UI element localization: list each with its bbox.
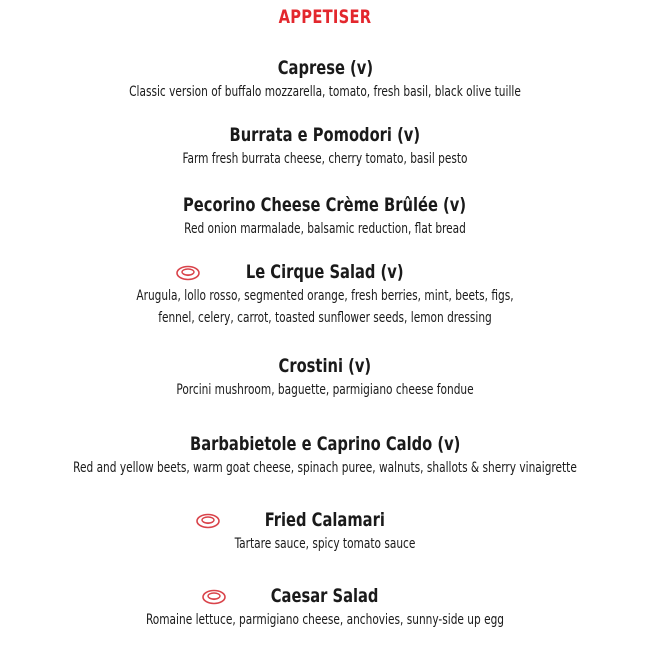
section-title: APPETISER (278, 6, 372, 28)
signature-dish-icon (176, 265, 200, 281)
menu-item-description: Red and yellow beets, warm goat cheese, spinach puree, walnuts, shallots & sherry vinaigrette (73, 460, 577, 476)
menu-item-description: Arugula, lollo rosso, segmented orange, fresh berries, mint, beets, figs, (136, 288, 514, 304)
menu-item-description: Red onion marmalade, balsamic reduction, flat bread (184, 221, 466, 237)
menu-item (0, 355, 650, 401)
menu-item-description: fennel, celery, carrot, toasted sunflower seeds, lemon dressing (158, 310, 492, 326)
menu-item (0, 194, 650, 240)
menu-item-name: Fried Calamari (264, 509, 386, 531)
menu-item-description: Farm fresh burrata cheese, cherry tomato, basil pesto (182, 151, 468, 167)
menu-item-name: Burrata e Pomodori (v) (229, 124, 421, 146)
menu-item (0, 433, 650, 479)
menu-item (0, 57, 650, 103)
menu-item-name: Caprese (v) (277, 57, 373, 79)
menu-item (0, 509, 650, 555)
menu-item-description: Tartare sauce, spicy tomato sauce (234, 536, 416, 552)
menu-item-name: Barbabietole e Caprino Caldo (v) (189, 433, 461, 455)
signature-dish-icon (202, 589, 226, 605)
menu-item-name: Caesar Salad (271, 585, 379, 607)
menu-item-description: Romaine lettuce, parmigiano cheese, anchovies, sunny-side up egg (145, 612, 505, 628)
menu-item-description: Porcini mushroom, baguette, parmigiano cheese fondue (176, 382, 474, 398)
menu-item-name: Pecorino Cheese Crème Brûlée (v) (183, 194, 467, 216)
menu-item-name: Le Cirque Salad (v) (246, 261, 404, 283)
menu-item-description: Classic version of buffalo mozzarella, tomato, fresh basil, black olive tuille (129, 84, 521, 100)
menu-item (0, 124, 650, 170)
menu-item (0, 261, 650, 329)
signature-dish-icon (196, 513, 220, 529)
menu-item (0, 585, 650, 631)
menu-item-name: Crostini (v) (278, 355, 372, 377)
